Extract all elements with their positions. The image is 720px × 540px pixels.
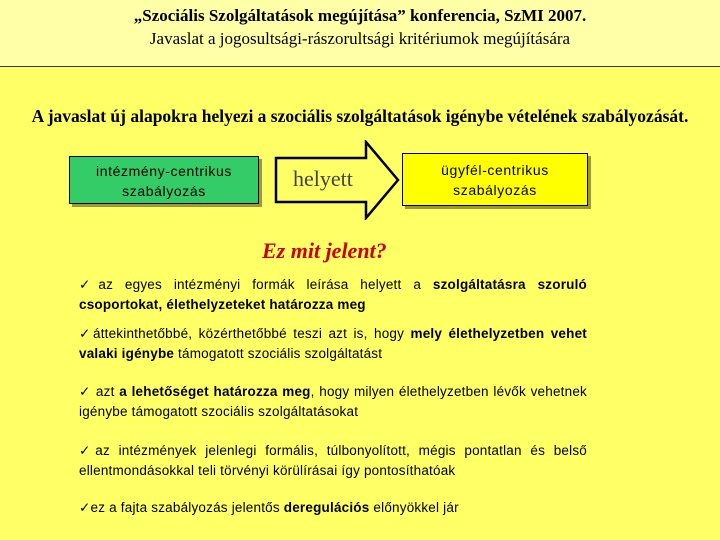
bullet-text: azt — [91, 384, 120, 399]
bullet-item — [79, 382, 587, 422]
institution-centric-box — [69, 156, 259, 204]
client-centric-box — [402, 153, 588, 206]
bullet-item — [79, 275, 587, 315]
bullet-text: támogatott szociális szolgáltatást — [174, 346, 383, 361]
checkmark-icon: ✓ — [79, 277, 99, 293]
bullet-text: mely élethelyzetben vehet valaki igénybe — [79, 326, 587, 361]
bullet-item — [79, 441, 587, 481]
slide-subtitle: Javaslat a jogosultsági-rászorultsági kritériumok megújítására — [149, 29, 571, 48]
checkmark-icon: ✓ — [79, 443, 96, 459]
bullet-text: a lehetőséget határozza meg — [119, 384, 311, 399]
bullet-text: ez a fajta szabályozás jelentős — [90, 500, 284, 515]
right-box-line1: ügyfél-centrikus — [441, 162, 549, 178]
lead-statement: A javaslat új alapokra helyezi a szociális szolgáltatások igénybe vételének szabályozását. — [31, 106, 689, 126]
arrow-label: helyett — [293, 166, 353, 191]
bullet-text: áttekinthetőbbé, közérthetőbbé teszi azt is, hogy — [92, 326, 411, 341]
left-box-line1: intézmény-centrikus — [96, 163, 232, 179]
bullet-text: az egyes intézményi formák leírása helyett a — [98, 277, 433, 292]
checkmark-icon: ✓ — [79, 326, 93, 342]
bullet-text: előnyökkel jár — [369, 500, 459, 515]
checkmark-icon: ✓ — [79, 500, 91, 516]
left-box-line2: szabályozás — [122, 183, 206, 199]
slide-title: „Szociális Szolgáltatások megújítása” konferencia, SzMI 2007. — [133, 6, 587, 25]
bullet-text: az intézmények jelenlegi formális, túlbonyolított, mégis pontatlan és belső ellentmondásokkal teli törvényi körülírásai így pontosíthatóak — [79, 443, 587, 478]
right-box-line2: szabályozás — [453, 182, 537, 198]
bullet-item — [79, 324, 587, 364]
bullet-text: , hogy milyen élethelyzetben lévők vehetnek igénybe támogatott szociális szolgáltatásokat — [79, 384, 587, 419]
bullet-item — [79, 498, 587, 518]
slide-header — [0, 0, 720, 67]
question-heading: Ez mit jelent? — [262, 238, 387, 263]
bullet-text: szolgáltatásra szoruló csoportokat, élethelyzeteket határozza meg — [79, 277, 587, 312]
checkmark-icon: ✓ — [79, 384, 92, 400]
bullet-text: deregulációs — [283, 500, 370, 515]
